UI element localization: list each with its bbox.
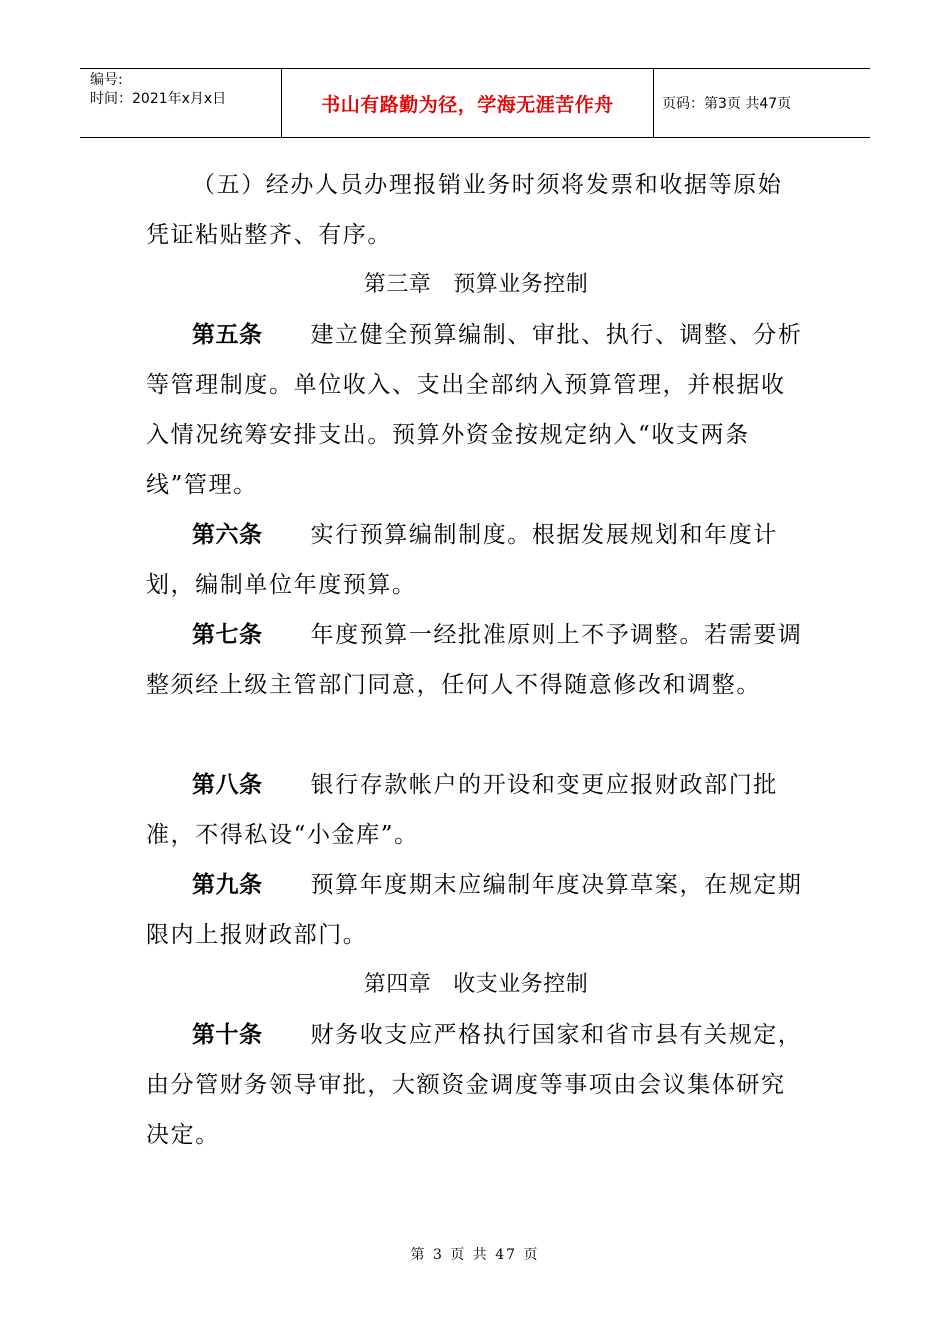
- document-number-label: 编号:: [90, 72, 123, 88]
- paragraph-item-5: （五）经办人员办理报销业务时须将发票和收据等原始凭证粘贴整齐、有序。: [146, 172, 783, 248]
- article-label: 第九条: [192, 872, 263, 898]
- article-text: 银行存款帐户的开设和变更应报财政部门批准，不得私设“小金库”。: [146, 772, 778, 848]
- header-meta: [80, 69, 282, 137]
- article-text: 预算年度期末应编制年度决算草案，在规定期限内上报财政部门。: [146, 872, 803, 948]
- article-5: [146, 310, 806, 510]
- chapter-heading-3: [146, 260, 806, 310]
- article-9: [146, 860, 806, 960]
- chapter-number: 第四章: [363, 972, 432, 997]
- chapter-title: 预算业务控制: [453, 272, 589, 297]
- chapter-title: 收支业务控制: [453, 972, 589, 997]
- page-header: [80, 68, 870, 138]
- chapter-number: 第三章: [363, 272, 432, 297]
- article-6: [146, 510, 806, 610]
- article-7: [146, 610, 806, 710]
- article-text: 实行预算编制制度。根据发展规划和年度计划，编制单位年度预算。: [146, 522, 778, 598]
- page-footer: 第 3 页 共 47 页: [410, 1247, 540, 1263]
- article-label: 第六条: [192, 522, 263, 548]
- document-body: [146, 160, 806, 1160]
- article-label: 第八条: [192, 772, 263, 798]
- document-date: 时间：2021年x月x日: [90, 91, 227, 107]
- article-text: 年度预算一经批准原则上不予调整。若需要调整须经上级主管部门同意，任何人不得随意修改和调整。: [146, 622, 803, 698]
- chapter-heading-4: [146, 960, 806, 1010]
- header-motto: 书山有路勤为径，学海无涯苦作舟: [321, 93, 614, 116]
- header-motto-cell: [282, 69, 654, 137]
- article-text: 建立健全预算编制、审批、执行、调整、分析等管理制度。单位收入、支出全部纳入预算管理，并根据收入情况统筹安排支出。预算外资金按规定纳入“收支两条线”管理。: [146, 322, 803, 498]
- article-label: 第十条: [192, 1022, 263, 1048]
- article-label: 第七条: [192, 622, 263, 648]
- article-10: [146, 1010, 806, 1160]
- article-8: [146, 760, 806, 860]
- article-text: 财务收支应严格执行国家和省市县有关规定，由分管财务领导审批，大额资金调度等事项由会议集体研究决定。: [146, 1022, 803, 1148]
- header-page-info: 页码：第3页 共47页: [662, 96, 792, 112]
- article-label: 第五条: [192, 322, 263, 348]
